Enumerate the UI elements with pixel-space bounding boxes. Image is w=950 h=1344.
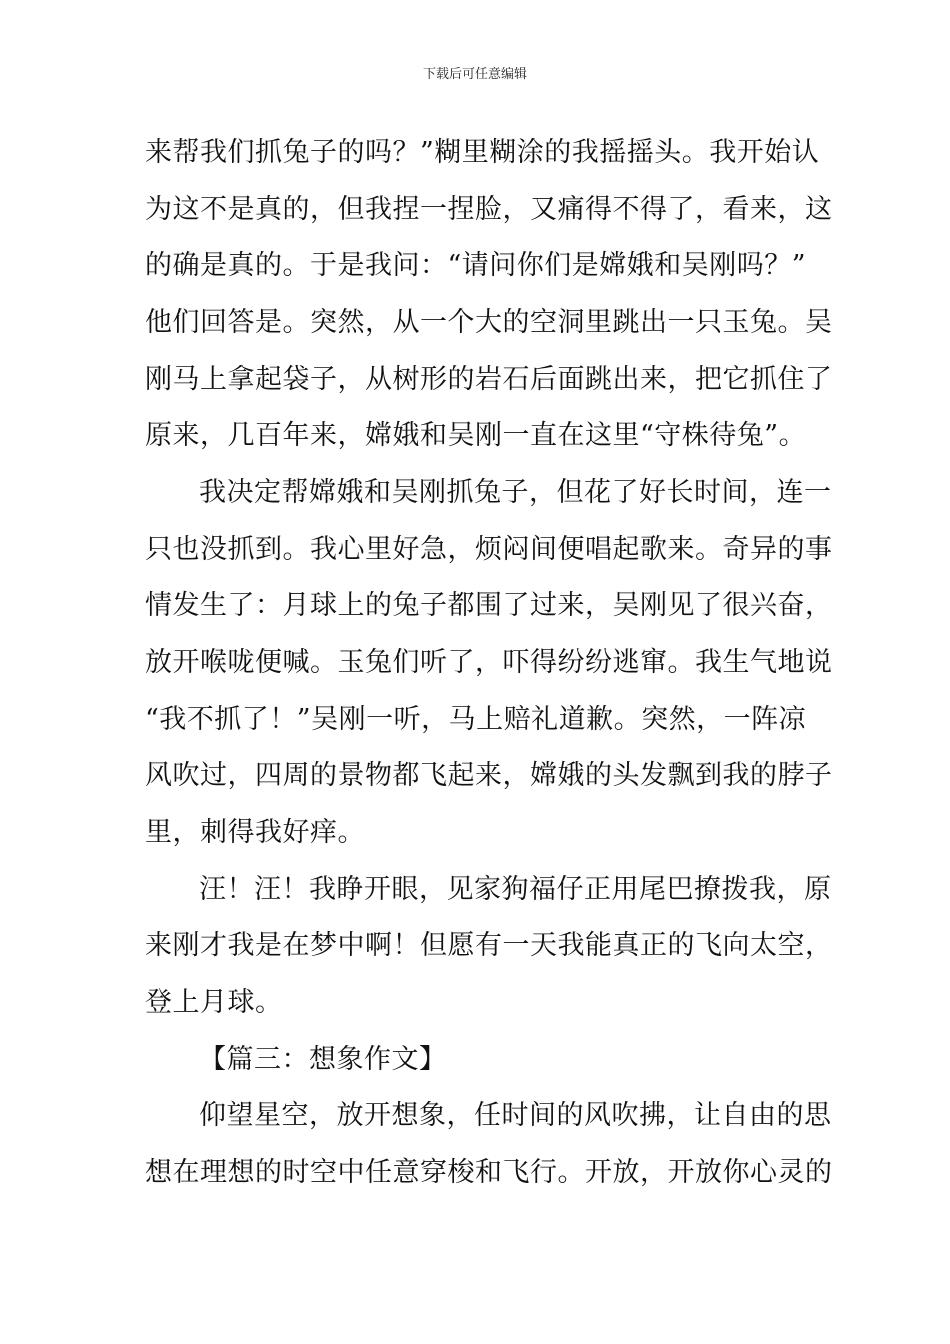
paragraph-start: 仰望星空，放开想象，任时间的风吹拂，让自由的思 (199, 1100, 832, 1131)
page-header: 下载后可任意编辑 (422, 67, 527, 82)
text-line: 只也没抓到。我心里好急，烦闷间便唱起歌来。奇异的事 (145, 534, 833, 565)
text-line: 想在理想的时空中任意穿梭和飞行。开放，开放你心灵的 (145, 1157, 833, 1188)
text-line: “我不抓了！”吴刚一听，马上赔礼道歉。突然，一阵凉 (145, 704, 807, 735)
text-line: 登上月球。 (145, 987, 283, 1018)
text-line: 他们回答是。突然，从一个大的空洞里跳出一只玉兔。吴 (145, 307, 833, 338)
text-line: 刚马上拿起袋子，从树形的岩石后面跳出来，把它抓住了 (145, 364, 833, 395)
text-line: 情发生了：月球上的兔子都围了过来，吴刚见了很兴奋， (145, 590, 833, 621)
text-line: 的确是真的。于是我问：“请问你们是嫦娥和吴刚吗？” (145, 250, 807, 281)
text-line: 放开喉咙便喊。玉兔们听了，吓得纷纷逃窜。我生气地说 (145, 647, 833, 678)
text-line: 里，刺得我好痒。 (145, 817, 365, 848)
paragraph-start: 汪！汪！我睁开眼，见家狗福仔正用尾巴撩拨我，原 (199, 874, 832, 905)
text-line: 风吹过，四周的景物都飞起来，嫦娥的头发飘到我的脖子 (145, 760, 833, 791)
section-heading: 【篇三：想象作文】 (199, 1044, 447, 1075)
text-line: 来帮我们抓兔子的吗？”糊里糊涂的我摇摇头。我开始认 (145, 137, 820, 168)
paragraph-start: 我决定帮嫦娥和吴刚抓兔子，但花了好长时间，连一 (199, 477, 832, 508)
text-line: 为这不是真的，但我捏一捏脸，又痛得不得了，看来，这 (145, 194, 833, 225)
text-line: 来刚才我是在梦中啊！但愿有一天我能真正的飞向太空， (145, 930, 833, 961)
text-line: 原来，几百年来，嫦娥和吴刚一直在这里“守株待兔”。 (145, 420, 807, 451)
